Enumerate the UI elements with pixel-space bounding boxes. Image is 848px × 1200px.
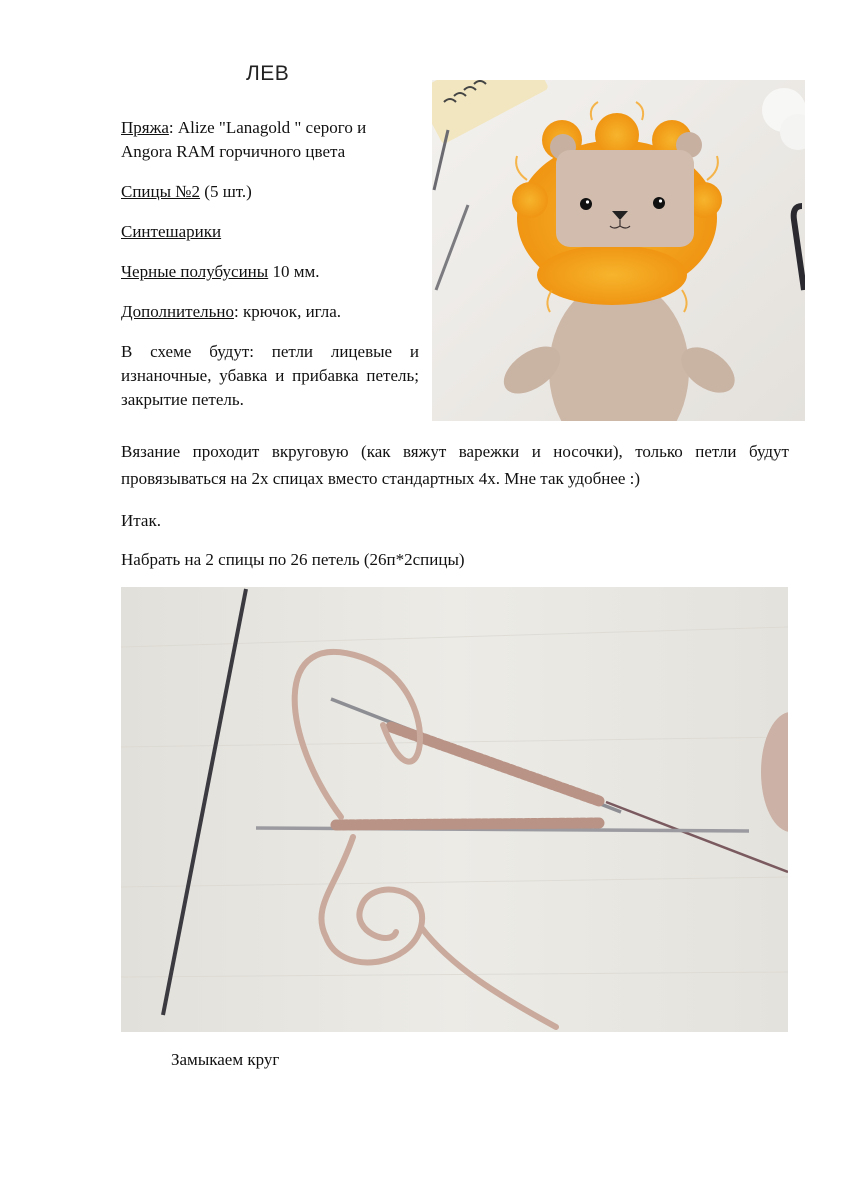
itak-line: Итак. [121, 511, 161, 530]
yarn-line [121, 116, 419, 164]
extra-label: Дополнительно [121, 302, 234, 321]
lion-toy-photo [432, 80, 805, 421]
yarn-label: Пряжа [121, 118, 169, 137]
page-title: ЛЕВ [246, 62, 290, 85]
eyes-line [121, 260, 419, 284]
yarn-text: : Alize "Lanagold " серого и Angora RAM горчичного цвета [121, 118, 367, 161]
scheme-note: В схеме будут: петли лицевые и изнаночные, убавка и прибавка петель; закрытие петель. [121, 342, 419, 409]
stuffing-label: Синтешарики [121, 222, 222, 241]
materials-list [121, 116, 419, 428]
extra-line [121, 300, 419, 324]
extra-text: : крючок, игла. [233, 302, 342, 321]
needles-text: (5 шт.) [200, 182, 252, 201]
needles-label: Спицы №2 [121, 182, 201, 201]
stuffing-line [121, 220, 419, 244]
eyes-text: 10 мм. [268, 262, 320, 281]
cast-on-instruction: Набрать на 2 спицы по 26 петель (26п*2спицы) [121, 550, 465, 569]
eyes-label: Черные полубусины [121, 262, 269, 281]
cast-on-photo [121, 587, 788, 1032]
knitting-note: Вязание проходит вкруговую (как вяжут варежки и носочки), только петли будут провязываться на 2х спицах вместо стандартных 4х. Мне так удобнее :) [121, 442, 789, 488]
needles-line [121, 180, 419, 204]
photo-caption: Замыкаем круг [171, 1050, 280, 1069]
